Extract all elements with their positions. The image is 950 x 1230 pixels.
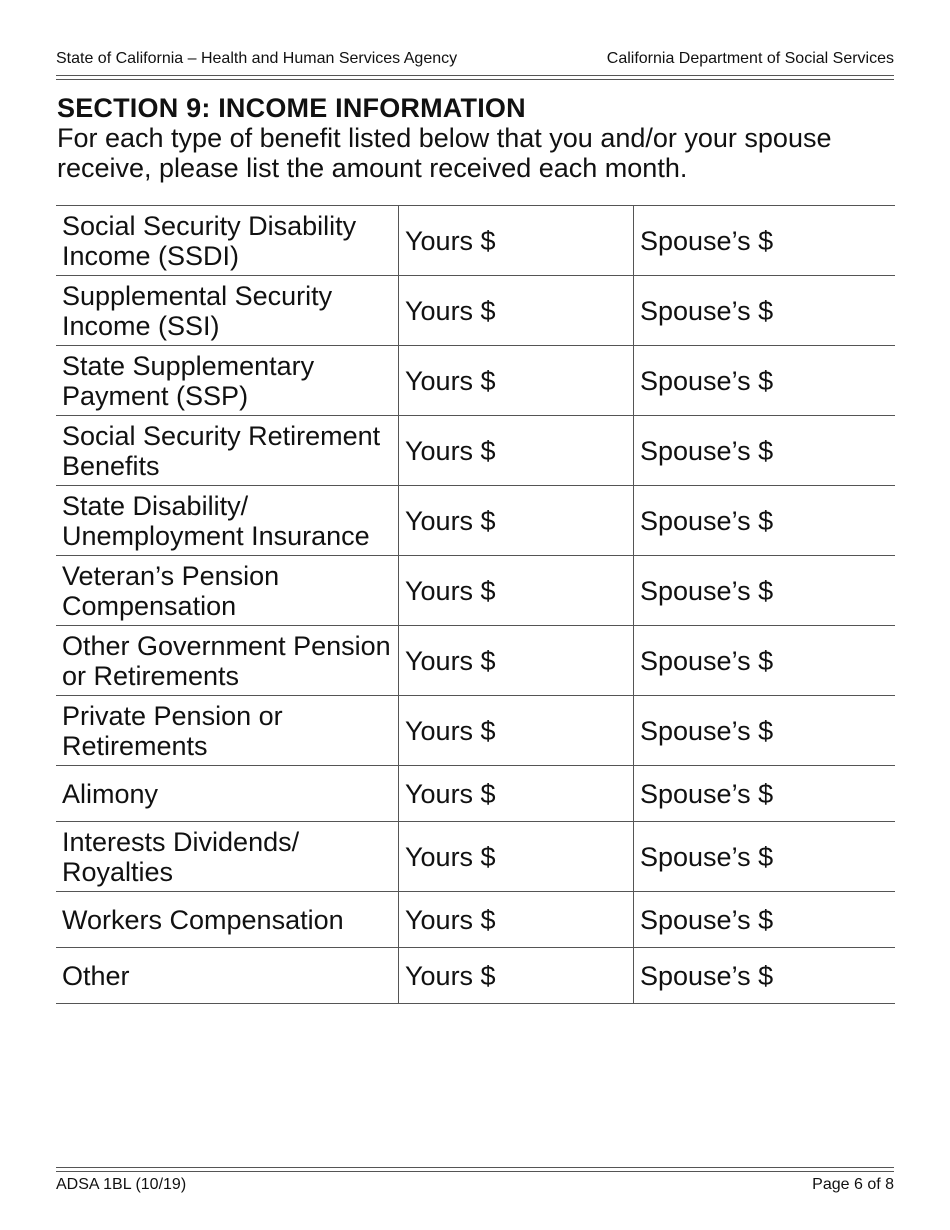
benefit-type-cell: Social Security Disability Income (SSDI): [56, 206, 399, 276]
spouse-amount-field[interactable]: Spouse’s $: [634, 556, 896, 626]
spouse-amount-field[interactable]: Spouse’s $: [634, 766, 896, 822]
benefit-type-cell: State Disability/ Unemployment Insurance: [56, 486, 399, 556]
benefit-type-cell: Supplemental Security Income (SSI): [56, 276, 399, 346]
spouse-amount-field[interactable]: Spouse’s $: [634, 626, 896, 696]
page-number: Page 6 of 8: [812, 1176, 894, 1193]
table-row: [56, 822, 895, 892]
yours-amount-field[interactable]: Yours $: [399, 346, 634, 416]
yours-amount-field[interactable]: Yours $: [399, 556, 634, 626]
table-row: [56, 486, 895, 556]
benefit-type-cell: State Supplementary Payment (SSP): [56, 346, 399, 416]
table-row: [56, 346, 895, 416]
table-row: [56, 948, 895, 1004]
table-row: [56, 206, 895, 276]
yours-amount-field[interactable]: Yours $: [399, 626, 634, 696]
yours-amount-field[interactable]: Yours $: [399, 696, 634, 766]
spouse-amount-field[interactable]: Spouse’s $: [634, 892, 896, 948]
yours-amount-field[interactable]: Yours $: [399, 948, 634, 1004]
table-row: [56, 626, 895, 696]
benefit-type-cell: Other Government Pension or Retirements: [56, 626, 399, 696]
spouse-amount-field[interactable]: Spouse’s $: [634, 206, 896, 276]
table-row: [56, 696, 895, 766]
spouse-amount-field[interactable]: Spouse’s $: [634, 822, 896, 892]
header-rule: [56, 75, 894, 80]
income-table: [56, 205, 895, 1004]
spouse-amount-field[interactable]: Spouse’s $: [634, 696, 896, 766]
table-row: [56, 556, 895, 626]
yours-amount-field[interactable]: Yours $: [399, 206, 634, 276]
spouse-amount-field[interactable]: Spouse’s $: [634, 416, 896, 486]
benefit-type-cell: Other: [56, 948, 399, 1004]
table-row: [56, 416, 895, 486]
section-intro: For each type of benefit listed below that you and/or your spouse receive, please list the amount received each month.: [57, 123, 832, 183]
benefit-type-cell: Alimony: [56, 766, 399, 822]
page-header: [56, 50, 894, 68]
department-name: California Department of Social Services: [606, 50, 894, 67]
yours-amount-field[interactable]: Yours $: [399, 766, 634, 822]
yours-amount-field[interactable]: Yours $: [399, 416, 634, 486]
form-id: ADSA 1BL (10/19): [56, 1176, 187, 1193]
page-footer: [56, 1176, 894, 1194]
spouse-amount-field[interactable]: Spouse’s $: [634, 276, 896, 346]
benefit-type-cell: Interests Dividends/ Royalties: [56, 822, 399, 892]
footer-rule: [56, 1167, 894, 1172]
benefit-type-cell: Social Security Retirement Benefits: [56, 416, 399, 486]
benefit-type-cell: Workers Compensation: [56, 892, 399, 948]
yours-amount-field[interactable]: Yours $: [399, 486, 634, 556]
yours-amount-field[interactable]: Yours $: [399, 276, 634, 346]
benefit-type-cell: Private Pension or Retirements: [56, 696, 399, 766]
table-row: [56, 892, 895, 948]
agency-name: State of California – Health and Human Services Agency: [56, 50, 458, 67]
section-title: SECTION 9: INCOME INFORMATION: [57, 93, 526, 123]
table-row: [56, 766, 895, 822]
spouse-amount-field[interactable]: Spouse’s $: [634, 346, 896, 416]
spouse-amount-field[interactable]: Spouse’s $: [634, 486, 896, 556]
benefit-type-cell: Veteran’s Pension Compensation: [56, 556, 399, 626]
table-row: [56, 276, 895, 346]
spouse-amount-field[interactable]: Spouse’s $: [634, 948, 896, 1004]
yours-amount-field[interactable]: Yours $: [399, 892, 634, 948]
yours-amount-field[interactable]: Yours $: [399, 822, 634, 892]
